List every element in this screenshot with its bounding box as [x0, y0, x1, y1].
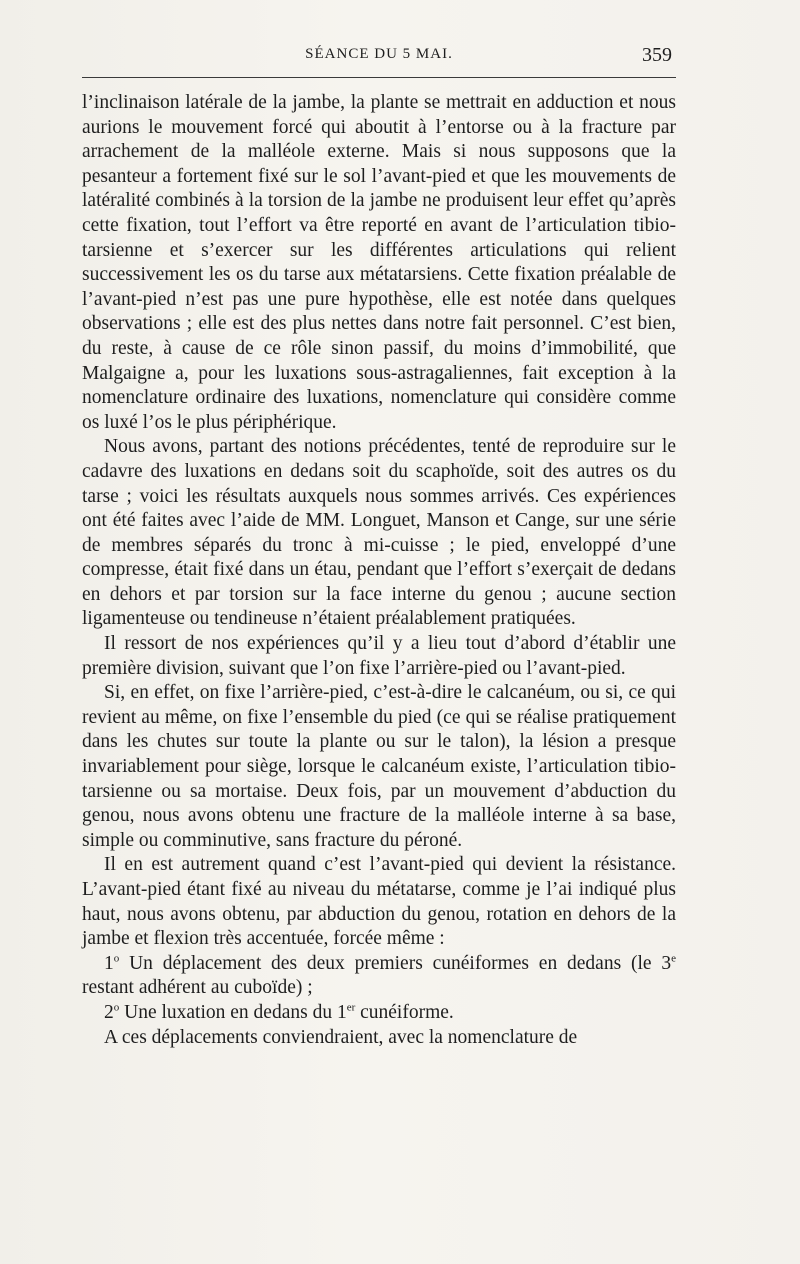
running-head	[82, 44, 676, 74]
ordinal-suffix: o	[113, 1001, 120, 1014]
paragraph-text: Nous avons, partant des notions précédentes, tenté de reproduire sur le cadavre des luxations en dedans soit du scaphoïde, soit des autres os du tarse ; voici les résultats auxquels nous sommes arrivés. Ces expériences ont été faites avec l’aide de MM. Longuet, Manson et Cange, sur une série de membres séparés du tronc à mi-cuisse ; le pied, enveloppé d’une compresse, était fixé dans un étau, pendant que l’effort s’exerçait de dedans en dehors et par torsion sur la face interne du genou ; aucune section ligamenteuse ou tendineuse n’étaient préalablement pratiquées.	[82, 436, 676, 630]
paragraph-text: l’inclinaison latérale de la jambe, la plante se mettrait en adduction et nous aurions le mouvement forcé qui aboutit à l’entorse ou à la fracture par arrachement de la malléole externe. Mais si nous supposons que la pesanteur a fortement fixé sur le sol l’avant-pied et que les mouvements de latéralité combinés à la torsion de la jambe ne produisent leur effet qu’après cette fixation, tout l’effort va être reporté en avant de l’articulation tibio-tarsienne et s’exercer sur les différentes articulations qui relient successivement les os du tarse aux métatarsiens. Cette fixation préalable de l’avant-pied n’est pas une pure hypothèse, elle est notée dans quelques observations ; elle est des plus nettes dans notre fait personnel. C’est bien, du reste, à cause de ce rôle sinon passif, du moins d’immobilité, que Malgaigne a, pour les luxations sous-astragaliennes, fait exception à la nomenclature ordinaire des luxations, nomenclature qui considère comme os luxé l’os le plus périphérique.	[82, 92, 676, 433]
paragraph-text: A ces déplacements conviendraient, avec la nomenclature de	[104, 1026, 578, 1048]
paragraph-text: Il ressort de nos expériences qu’il y a lieu tout d’abord d’établir une première division, suivant que l’on fixe l’arrière-pied ou l’avant-pied.	[82, 633, 676, 679]
list-number: 2	[104, 1001, 114, 1023]
paragraph-last	[82, 1026, 676, 1051]
paragraph-3	[82, 632, 676, 681]
paragraph-2	[82, 435, 676, 632]
paragraph-5	[82, 853, 676, 951]
list-item-1	[82, 952, 676, 1001]
paragraph-text: Il en est autrement quand c’est l’avant-pied qui devient la résistance. L’avant-pied étant fixé au niveau du métatarse, comme je l’ai indiqué plus haut, nous avons obtenu, par abduction du genou, rotation en dehors de la jambe et flexion très accentuée, forcée même :	[82, 854, 676, 950]
list-text: restant adhérent au cuboïde) ;	[82, 977, 313, 999]
header-rule	[82, 77, 676, 78]
ordinal-suffix: o	[113, 952, 120, 965]
list-text: Une luxation en dedans du 1	[119, 1001, 347, 1023]
body-text	[82, 91, 676, 1050]
running-title: SÉANCE DU 5 MAI.	[305, 46, 453, 62]
paragraph-text: Si, en effet, on fixe l’arrière-pied, c’est-à-dire le calcanéum, ou si, ce qui revient au même, on fixe l’ensemble du pied (ce qui se réalise pratiquement dans les chutes sur toute la plante ou sur le talon), la lésion a presque invariablement pour siège, lorsque le calcanéum existe, l’articulation tibio-tarsienne ou sa mortaise. Deux fois, par un mouvement d’abduction du genou, nous avons obtenu une fracture de la malléole interne à sa base, simple ou comminutive, sans fracture du péroné.	[82, 682, 676, 851]
ordinal-suffix: e	[671, 952, 676, 965]
list-text: Un déplacement des deux premiers cunéiformes en dedans (le 3	[119, 952, 672, 974]
paragraph-1	[82, 91, 676, 435]
paragraph-4	[82, 681, 676, 853]
page-number: 359	[642, 44, 672, 66]
ordinal-suffix: er	[346, 1001, 356, 1014]
list-item-2	[82, 1001, 676, 1026]
list-text: cunéiforme.	[355, 1001, 454, 1023]
list-number: 1	[104, 952, 114, 974]
